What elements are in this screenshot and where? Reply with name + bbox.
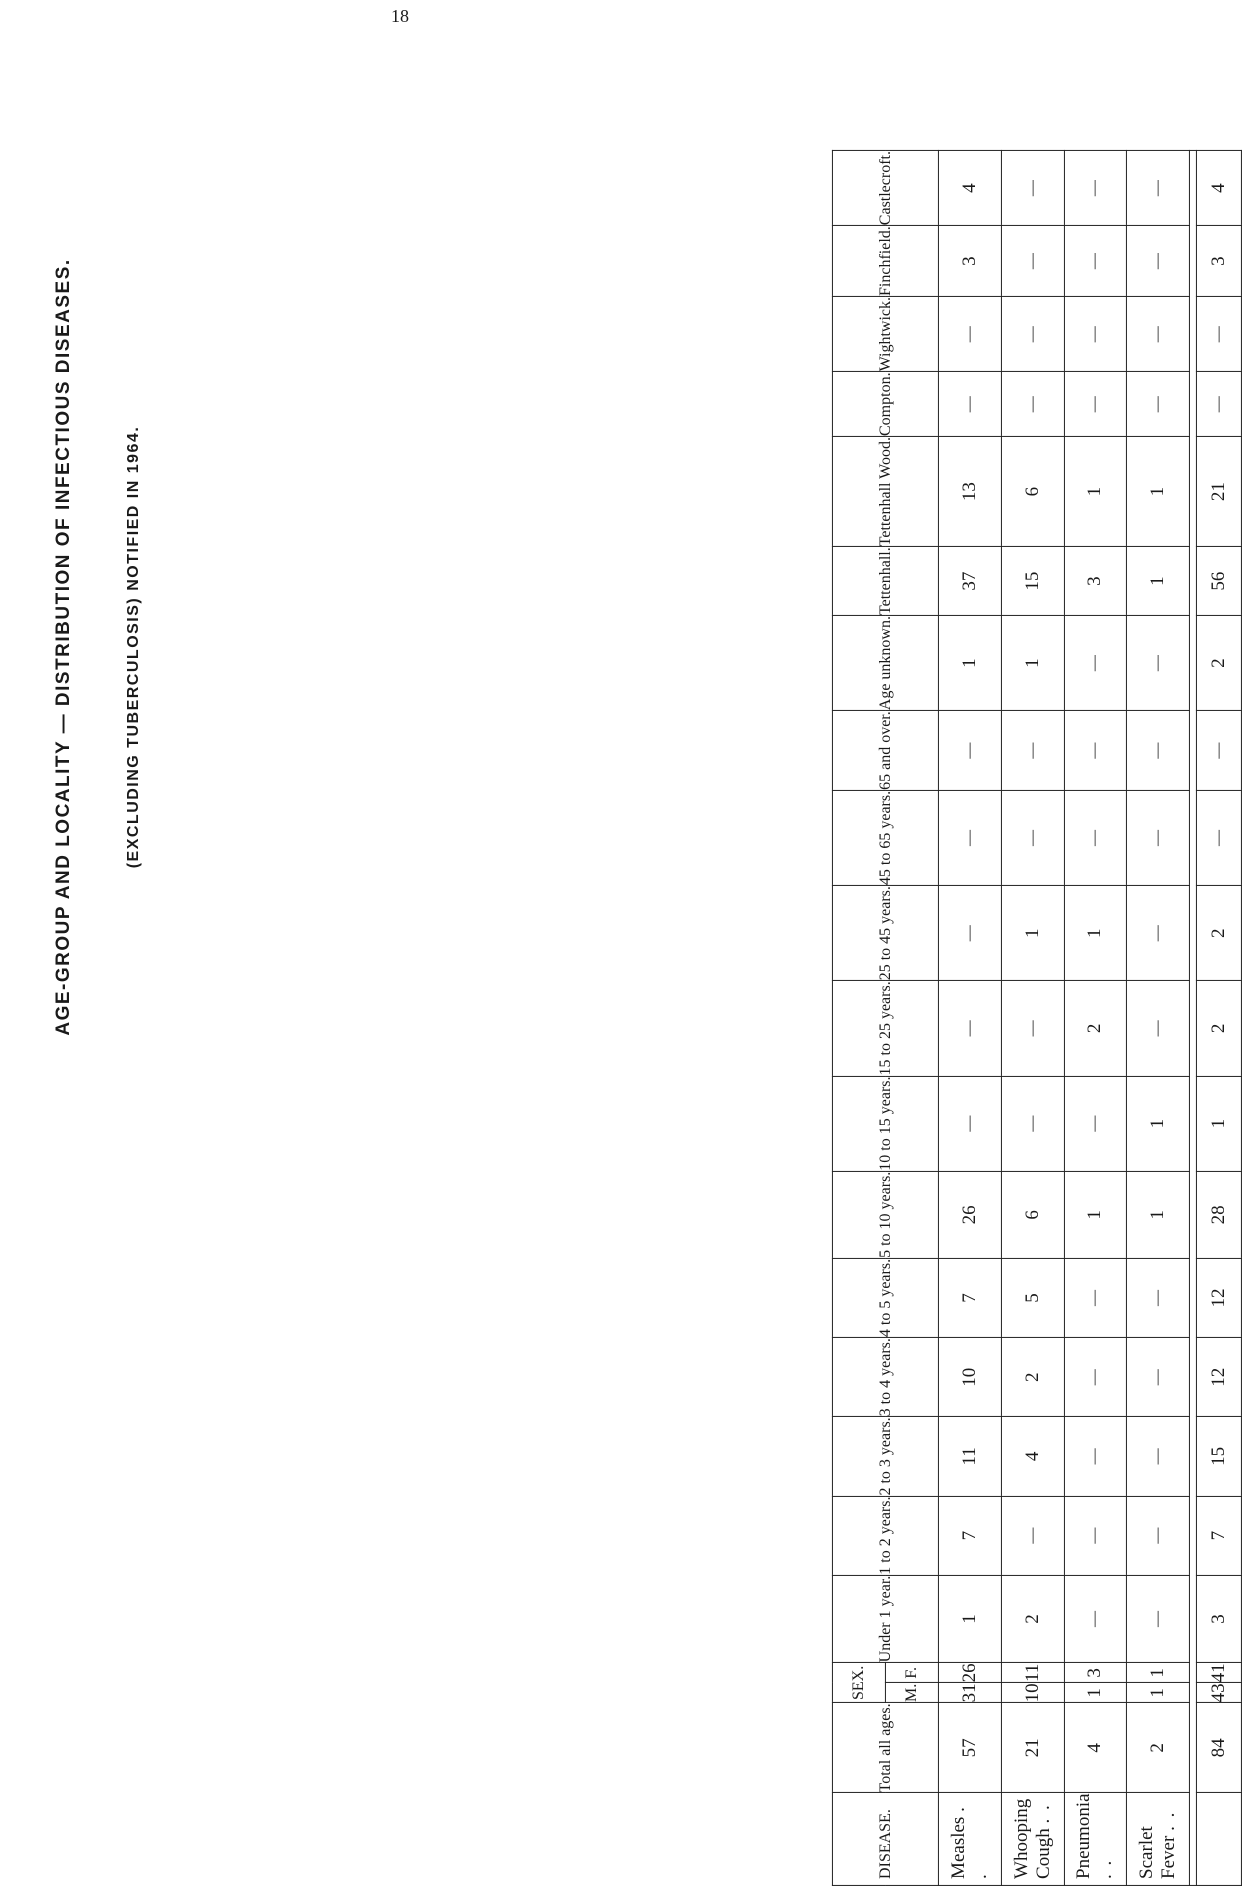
sex-male-header: M. <box>885 1683 938 1703</box>
disease-name: Scarlet Fever <box>1136 1826 1180 1879</box>
age-cell: 4 <box>1001 1417 1064 1496</box>
distribution-table <box>832 150 1242 1886</box>
locality-header: Castlecroft. <box>832 151 938 226</box>
age-cell: — <box>1127 1417 1190 1496</box>
age-cell: — <box>938 790 1001 885</box>
locality-header: Tettenhall Wood. <box>832 436 938 546</box>
locality-cell: 37 <box>938 547 1001 616</box>
locality-total-cell: — <box>1196 372 1241 437</box>
locality-total-cell: 3 <box>1196 226 1241 297</box>
age-cell: — <box>1001 790 1064 885</box>
age-cell: 2 <box>1064 981 1127 1076</box>
leader-dots: . . <box>1158 1810 1180 1831</box>
age-header: 5 to 10 years. <box>832 1171 938 1258</box>
age-cell: — <box>1127 1575 1190 1663</box>
total-header: Total all ages. <box>832 1703 938 1793</box>
locality-cell: 6 <box>1001 436 1064 546</box>
female-cell: 1 <box>1127 1663 1190 1683</box>
female-cell: 3 <box>1064 1663 1127 1683</box>
age-header: 1 to 2 years. <box>832 1496 938 1575</box>
locality-total-cell: — <box>1196 296 1241 371</box>
age-cell: — <box>938 1076 1001 1171</box>
age-cell: — <box>1127 1258 1190 1337</box>
locality-cell: — <box>1001 296 1064 371</box>
totals-label-cell <box>1196 1793 1241 1886</box>
age-header: 25 to 45 years. <box>832 886 938 981</box>
age-cell: — <box>1127 616 1190 711</box>
total-cell: 57 <box>938 1703 1001 1793</box>
locality-cell: — <box>1064 372 1127 437</box>
age-cell: 1 <box>1127 1171 1190 1258</box>
page-title: AGE-GROUP AND LOCALITY — DISTRIBUTION OF INFECTIOUS DISEASES. <box>53 258 74 1036</box>
age-cell: — <box>1064 1575 1127 1663</box>
disease-header: DISEASE. <box>832 1793 938 1886</box>
age-cell: 1 <box>1001 886 1064 981</box>
disease-cell <box>938 1793 1001 1886</box>
age-cell: 1 <box>1064 886 1127 981</box>
locality-cell: — <box>1001 151 1064 226</box>
age-cell: — <box>1127 1496 1190 1575</box>
locality-header: Compton. <box>832 372 938 437</box>
locality-cell: — <box>1127 226 1190 297</box>
disease-cell <box>1001 1793 1064 1886</box>
sex-female-header: F. <box>885 1663 938 1683</box>
header-row <box>832 151 885 1886</box>
age-cell: — <box>1127 1338 1190 1417</box>
spacer-cell <box>1189 151 1196 1886</box>
age-cell: — <box>1001 981 1064 1076</box>
male-total-cell: 43 <box>1196 1683 1241 1703</box>
age-cell: — <box>1127 886 1190 981</box>
age-total-cell: 28 <box>1196 1171 1241 1258</box>
age-cell: — <box>1064 1417 1127 1496</box>
age-header: 65 and over. <box>832 711 938 791</box>
age-cell: — <box>1001 711 1064 791</box>
locality-total-cell: 21 <box>1196 436 1241 546</box>
age-cell: — <box>1001 1076 1064 1171</box>
age-total-cell: 15 <box>1196 1417 1241 1496</box>
age-total-cell: 2 <box>1196 886 1241 981</box>
male-cell: 1 <box>1127 1683 1190 1703</box>
totals-row <box>1196 151 1241 1886</box>
locality-cell: — <box>1001 372 1064 437</box>
male-cell: 1 <box>1064 1683 1127 1703</box>
locality-cell: 15 <box>1001 547 1064 616</box>
age-cell: — <box>1064 1496 1127 1575</box>
age-cell: — <box>1001 1496 1064 1575</box>
total-cell: 4 <box>1064 1703 1127 1793</box>
age-cell: — <box>1064 790 1127 885</box>
female-cell: 26 <box>938 1663 1001 1683</box>
locality-cell: — <box>1127 296 1190 371</box>
locality-header: Wightwick. <box>832 296 938 371</box>
disease-cell <box>1064 1793 1127 1886</box>
age-cell: 7 <box>938 1496 1001 1575</box>
locality-cell: — <box>938 296 1001 371</box>
age-total-cell: 3 <box>1196 1575 1241 1663</box>
age-total-cell: 7 <box>1196 1496 1241 1575</box>
age-cell: — <box>938 711 1001 791</box>
table-row <box>1001 151 1064 1886</box>
table-row <box>938 151 1001 1886</box>
leader-dots: . . <box>1032 1803 1054 1824</box>
age-total-cell: 12 <box>1196 1338 1241 1417</box>
age-cell: 1 <box>938 1575 1001 1663</box>
leader-dots: . . <box>947 1805 991 1879</box>
table-body <box>938 151 1241 1886</box>
age-cell: 2 <box>1001 1575 1064 1663</box>
male-cell: 31 <box>938 1683 1001 1703</box>
locality-cell: — <box>1064 226 1127 297</box>
age-total-cell: 12 <box>1196 1258 1241 1337</box>
age-total-cell: 2 <box>1196 981 1241 1076</box>
age-cell: 1 <box>1064 1171 1127 1258</box>
age-header: 2 to 3 years. <box>832 1417 938 1496</box>
locality-cell: — <box>1127 372 1190 437</box>
locality-cell: — <box>1064 296 1127 371</box>
age-header: 10 to 15 years. <box>832 1076 938 1171</box>
age-cell: — <box>938 981 1001 1076</box>
age-header: Age unknown. <box>832 616 938 711</box>
locality-cell: 4 <box>938 151 1001 226</box>
locality-cell: 1 <box>1064 436 1127 546</box>
age-cell: 11 <box>938 1417 1001 1496</box>
age-cell: — <box>1127 711 1190 791</box>
male-cell: 10 <box>1001 1683 1064 1703</box>
age-header: 45 to 65 years. <box>832 790 938 885</box>
age-cell: — <box>1064 616 1127 711</box>
age-cell: — <box>938 886 1001 981</box>
locality-cell: — <box>1001 226 1064 297</box>
sex-header: SEX. <box>832 1663 885 1703</box>
age-cell: 10 <box>938 1338 1001 1417</box>
age-cell: — <box>1064 1076 1127 1171</box>
age-cell: 1 <box>1001 616 1064 711</box>
locality-total-cell: 56 <box>1196 547 1241 616</box>
age-cell: 6 <box>1001 1171 1064 1258</box>
total-cell: 2 <box>1127 1703 1190 1793</box>
locality-cell: 1 <box>1127 547 1190 616</box>
age-cell: 1 <box>1127 1076 1190 1171</box>
table-row <box>1127 151 1190 1886</box>
female-cell: 11 <box>1001 1663 1064 1683</box>
grand-total-cell: 84 <box>1196 1703 1241 1793</box>
page-subtitle: (EXCLUDING TUBERCULOSIS) NOTIFIED IN 1964. <box>125 425 142 869</box>
locality-cell: 3 <box>938 226 1001 297</box>
locality-cell: — <box>938 372 1001 437</box>
age-cell: — <box>1127 790 1190 885</box>
age-total-cell: 2 <box>1196 616 1241 711</box>
age-header: 15 to 25 years. <box>832 981 938 1076</box>
age-total-cell: 1 <box>1196 1076 1241 1171</box>
disease-name: Whooping Cough <box>1010 1798 1054 1879</box>
age-total-cell: — <box>1196 790 1241 885</box>
age-cell: — <box>1064 711 1127 791</box>
leader-dots: . . <box>1095 1858 1117 1879</box>
locality-cell: 3 <box>1064 547 1127 616</box>
page-number: 18 <box>391 6 409 26</box>
age-total-cell: — <box>1196 711 1241 791</box>
locality-header: Tettenhall. <box>832 547 938 616</box>
age-cell: 1 <box>938 616 1001 711</box>
spacer-row <box>1189 151 1196 1886</box>
age-cell: 26 <box>938 1171 1001 1258</box>
age-header: 4 to 5 years. <box>832 1258 938 1337</box>
age-cell: 7 <box>938 1258 1001 1337</box>
locality-total-cell: 4 <box>1196 151 1241 226</box>
locality-cell: — <box>1127 151 1190 226</box>
age-cell: — <box>1127 981 1190 1076</box>
age-cell: — <box>1064 1258 1127 1337</box>
age-cell: 5 <box>1001 1258 1064 1337</box>
total-cell: 21 <box>1001 1703 1064 1793</box>
female-total-cell: 41 <box>1196 1663 1241 1683</box>
disease-cell <box>1127 1793 1190 1886</box>
locality-header: Finchfield. <box>832 226 938 297</box>
locality-cell: 13 <box>938 436 1001 546</box>
age-cell: — <box>1064 1338 1127 1417</box>
age-header: 3 to 4 years. <box>832 1338 938 1417</box>
age-header: Under 1 year. <box>832 1575 938 1663</box>
disease-name: Measles <box>947 1816 969 1879</box>
age-cell: 2 <box>1001 1338 1064 1417</box>
locality-cell: 1 <box>1127 436 1190 546</box>
locality-cell: — <box>1064 151 1127 226</box>
table-row <box>1064 151 1127 1886</box>
disease-name: Pneumonia <box>1073 1793 1095 1879</box>
